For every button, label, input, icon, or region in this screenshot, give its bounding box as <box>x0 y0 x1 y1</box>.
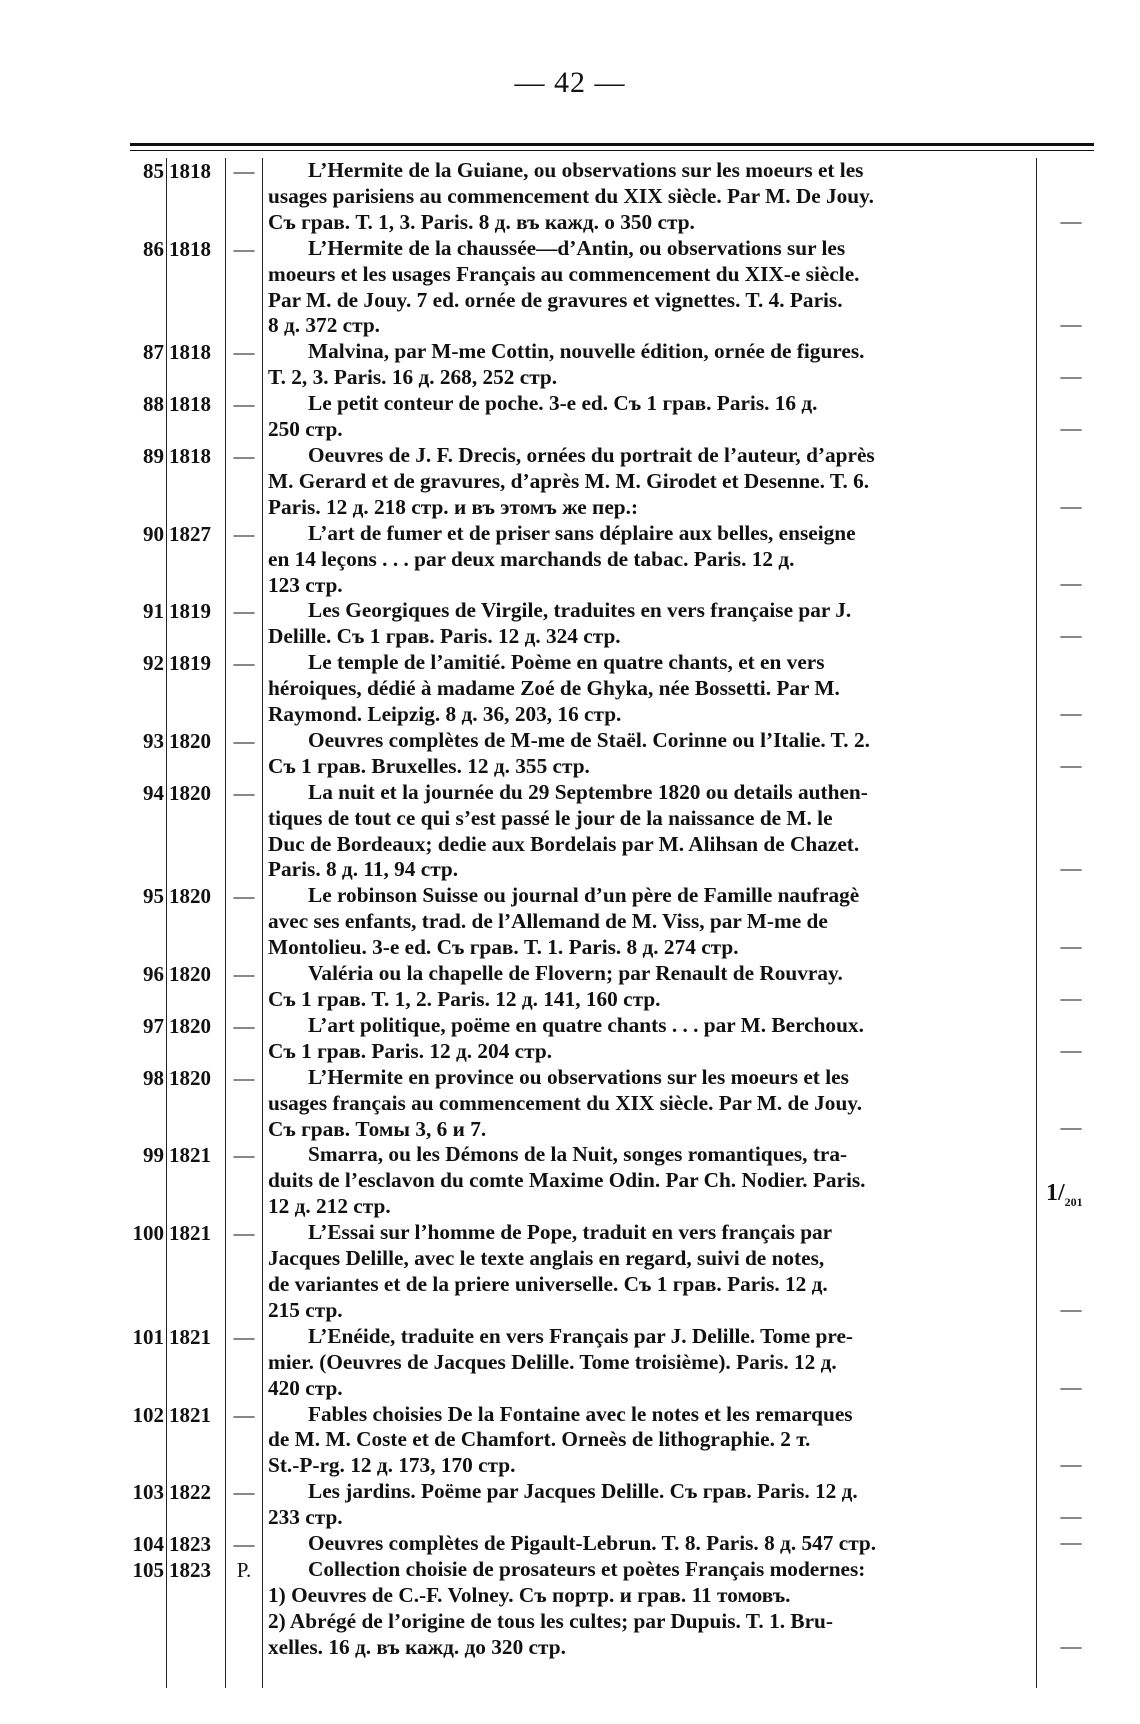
entry-number: 103 <box>132 1480 164 1505</box>
entry-text <box>268 1065 1028 1143</box>
entry-year: 1820 <box>169 1065 211 1090</box>
entry-mark: — <box>233 728 255 753</box>
entry-line: Съ 1 грав. T. 1, 2. Paris. 12 д. 141, 160 стр. <box>268 987 661 1011</box>
entry-line: Par M. de Jouy. 7 ed. ornée de gravures et vignettes. T. 4. Paris. <box>268 287 843 312</box>
catalog-entry <box>0 650 1140 728</box>
entry-number: 97 <box>143 1013 164 1038</box>
entry-right-mark: — <box>1060 856 1082 881</box>
entry-text <box>268 1479 1028 1531</box>
entry-mark: — <box>233 1480 255 1505</box>
entry-line: Les jardins. Poëme par Jacques Delille. Съ грав. Paris. 12 д. <box>308 1479 858 1504</box>
entry-line: xelles. 16 д. въ кажд. до 320 стр. <box>268 1634 566 1659</box>
entry-number: 85 <box>143 159 164 183</box>
entry-line: mier. (Oeuvres de Jacques Delille. Tome troisième). Paris. 12 д. <box>268 1349 837 1374</box>
header-rule-thin <box>130 150 1094 151</box>
header-rule-thick <box>130 143 1094 146</box>
entry-right-mark: — <box>1060 415 1082 440</box>
entry-line: Oeuvres complètes de Pigault-Lebrun. T. 8. Paris. 8 д. 547 стр. <box>308 1531 877 1556</box>
entry-number: 98 <box>143 1065 164 1090</box>
catalog-entry <box>0 339 1140 391</box>
entry-line: avec ses enfants, trad. de l’Allemand de M. Viss, par M-me de <box>268 909 828 934</box>
entry-line: Delille. Съ 1 грав. Paris. 12 д. 324 стр. <box>268 624 621 649</box>
catalog-entry <box>0 1402 1140 1480</box>
entry-text <box>268 391 1028 443</box>
entry-mark: — <box>233 159 255 183</box>
entry-line: duits de l’esclavon du comte Maxime Odin. Par Ch. Nodier. Paris. <box>268 1168 866 1193</box>
entry-line: 123 стр. <box>268 572 343 597</box>
entry-text <box>268 883 1028 961</box>
catalog-entry <box>0 391 1140 443</box>
entry-mark: P. <box>236 1557 252 1582</box>
entry-mark: — <box>233 780 255 805</box>
catalog-entry <box>0 158 1140 236</box>
entry-mark: — <box>233 1013 255 1038</box>
entry-number: 86 <box>143 236 164 261</box>
catalog-entry <box>0 961 1140 1013</box>
entry-line: moeurs et les usages Français au commencement du XIX-e siècle. <box>268 261 860 286</box>
entry-year: 1822 <box>169 1480 211 1505</box>
entry-mark: — <box>233 236 255 261</box>
entry-number: 101 <box>132 1324 164 1349</box>
entry-line: Le petit conteur de poche. 3-e ed. Съ 1 грав. Paris. 16 д. <box>308 391 818 416</box>
entry-year: 1827 <box>169 521 211 546</box>
entry-year: 1820 <box>169 728 211 753</box>
entry-line: Valéria ou la chapelle de Flovern; par Renault de Rouvray. <box>308 961 843 986</box>
entry-right-mark: — <box>1060 1504 1082 1529</box>
entry-line: Le robinson Suisse ou journal d’un père de Famille naufragè <box>308 883 860 908</box>
entry-text <box>268 728 1028 780</box>
entry-line: Oeuvres complètes de M-me de Staël. Corinne ou l’Italie. T. 2. <box>308 727 870 752</box>
entry-mark: — <box>233 599 255 624</box>
entry-right-mark: — <box>1060 700 1082 725</box>
catalog-entry <box>0 1531 1140 1557</box>
entry-text <box>268 650 1028 728</box>
entry-text <box>268 443 1028 521</box>
entry-mark: — <box>233 1532 255 1557</box>
entry-line: de variantes et de la priere universelle. Съ 1 грав. Paris. 12 д. <box>268 1271 828 1296</box>
margin-note-sub: 201 <box>1064 1194 1083 1209</box>
entry-number: 99 <box>143 1143 164 1168</box>
entry-year: 1819 <box>169 599 211 624</box>
entry-number: 100 <box>132 1221 164 1246</box>
entry-year: 1820 <box>169 780 211 805</box>
catalog-entry <box>0 443 1140 521</box>
entry-number: 87 <box>143 340 164 365</box>
entry-text <box>268 1557 1028 1661</box>
page-number: — 42 — <box>514 66 626 99</box>
entry-year: 1821 <box>169 1402 211 1427</box>
entry-year: 1820 <box>169 962 211 987</box>
entry-year: 1818 <box>169 236 211 261</box>
entry-text <box>268 1324 1028 1402</box>
entry-line: Smarra, ou les Démons de la Nuit, songes romantiques, tra- <box>308 1142 848 1167</box>
entry-line: usages français au commencement du XIX siècle. Par M. de Jouy. <box>268 1090 863 1115</box>
entry-number: 88 <box>143 392 164 417</box>
entry-year: 1821 <box>169 1221 211 1246</box>
entry-line: L’Hermite de la chaussée—d’Antin, ou observations sur les <box>308 235 846 260</box>
entry-line: L’art de fumer et de priser sans déplaire aux belles, enseigne <box>308 520 856 545</box>
entry-mark: — <box>233 443 255 468</box>
entry-mark: — <box>233 340 255 365</box>
entry-line: Съ грав. Томы 3, 6 и 7. <box>268 1116 487 1141</box>
entry-text <box>268 339 1028 391</box>
entry-line: 420 стр. <box>268 1375 343 1400</box>
entry-line: L’Hermite en province ou observations sur les moeurs et les <box>308 1064 849 1089</box>
entry-year: 1818 <box>169 159 211 183</box>
entry-line: La nuit et la journée du 29 Septembre 1820 ou details authen- <box>308 779 868 804</box>
catalog-entry <box>0 1065 1140 1143</box>
entry-number: 89 <box>143 443 164 468</box>
entry-line: héroiques, dédié à madame Zoé de Ghyka, née Bossetti. Par M. <box>268 676 840 701</box>
entry-year: 1823 <box>169 1557 211 1582</box>
entry-line: de M. M. Coste et de Chamfort. Orneès de lithographie. 2 т. <box>268 1427 811 1452</box>
entry-right-mark: — <box>1060 1115 1082 1140</box>
entry-number: 94 <box>143 780 164 805</box>
entry-right-mark: — <box>1060 1037 1082 1062</box>
entry-line: L’Hermite de la Guiane, ou observations sur les moeurs et les <box>308 158 864 182</box>
catalog-entry <box>0 728 1140 780</box>
entry-mark: — <box>233 1221 255 1246</box>
entry-line: 12 д. 212 стр. <box>268 1194 391 1219</box>
entry-mark: — <box>233 1324 255 1349</box>
entry-line: Съ грав. Т. 1, 3. Paris. 8 д. въ кажд. о 350 стр. <box>268 209 695 234</box>
entry-text <box>268 521 1028 599</box>
entry-number: 102 <box>132 1402 164 1427</box>
entry-text <box>268 1402 1028 1480</box>
entry-right-mark: — <box>1060 985 1082 1010</box>
entry-year: 1818 <box>169 392 211 417</box>
entry-line: Съ 1 грав. Paris. 12 д. 204 стр. <box>268 1038 553 1063</box>
entry-year: 1819 <box>169 651 211 676</box>
catalog-entry <box>0 1557 1140 1661</box>
catalog-entry <box>0 598 1140 650</box>
catalog-entry <box>0 1479 1140 1531</box>
catalog-entry <box>0 883 1140 961</box>
entry-line: 2) Abrégé de l’origine de tous les cultes; par Dupuis. T. 1. Bru- <box>268 1608 833 1633</box>
entry-mark: — <box>233 962 255 987</box>
entry-line: L’art politique, poëme en quatre chants . . . par M. Berchoux. <box>308 1012 864 1037</box>
entry-right-mark: — <box>1060 934 1082 959</box>
entry-text <box>268 1142 1028 1220</box>
entry-line: St.-P-rg. 12 д. 173, 170 стр. <box>268 1453 516 1478</box>
entry-line: 215 стр. <box>268 1297 343 1322</box>
entry-number: 92 <box>143 651 164 676</box>
entry-right-mark: — <box>1060 571 1082 596</box>
entry-year: 1821 <box>169 1324 211 1349</box>
entry-text <box>268 780 1028 884</box>
entry-line: en 14 leçons . . . par deux marchands de tabac. Paris. 12 д. <box>268 546 795 571</box>
entry-number: 91 <box>143 599 164 624</box>
entry-year: 1823 <box>169 1532 211 1557</box>
entry-right-mark: — <box>1060 364 1082 389</box>
entry-mark: — <box>233 1143 255 1168</box>
entry-line: T. 2, 3. Paris. 16 д. 268, 252 стр. <box>268 365 558 390</box>
entry-line: Jacques Delille, avec le texte anglais en regard, suivi de notes, <box>268 1246 825 1271</box>
entry-year: 1820 <box>169 884 211 909</box>
entry-mark: — <box>233 392 255 417</box>
entry-year: 1820 <box>169 1013 211 1038</box>
entry-number: 96 <box>143 962 164 987</box>
entry-number: 95 <box>143 884 164 909</box>
entry-right-mark: — <box>1060 623 1082 648</box>
entry-text <box>268 1220 1028 1324</box>
entry-right-mark: — <box>1060 752 1082 777</box>
entry-right-mark: — <box>1060 493 1082 518</box>
entry-year: 1818 <box>169 340 211 365</box>
margin-note <box>1046 1180 1083 1210</box>
entry-right-mark: — <box>1060 312 1082 337</box>
entry-line: Съ 1 грав. Bruxelles. 12 д. 355 стр. <box>268 753 590 778</box>
entry-line: 1) Oeuvres de C.-F. Volney. Съ портр. и грав. 11 томовъ. <box>268 1582 791 1607</box>
catalog-entry <box>0 1142 1140 1220</box>
entry-line: 233 стр. <box>268 1505 343 1530</box>
entry-mark: — <box>233 651 255 676</box>
entry-right-mark: — <box>1060 1374 1082 1399</box>
catalog-entry <box>0 1220 1140 1324</box>
entry-year: 1818 <box>169 443 211 468</box>
entry-line: Le temple de l’amitié. Poème en quatre chants, et en vers <box>308 650 825 675</box>
entry-line: L’Enéide, traduite en vers Français par J. Delille. Tome pre- <box>308 1323 854 1348</box>
entry-year: 1821 <box>169 1143 211 1168</box>
entry-right-mark: — <box>1060 1529 1082 1554</box>
entry-line: Montolieu. 3-e ed. Съ грав. T. 1. Paris. 8 д. 274 стр. <box>268 935 739 960</box>
entry-line: Paris. 12 д. 218 стр. и въ этомъ же пер.: <box>268 494 639 519</box>
entry-number: 90 <box>143 521 164 546</box>
entry-line: usages parisiens au commencement du XIX siècle. Par M. De Jouy. <box>268 183 874 208</box>
entry-line: Oeuvres de J. F. Drecis, ornées du portrait de l’auteur, d’après <box>308 442 875 467</box>
entry-number: 105 <box>132 1557 164 1582</box>
catalog-entry <box>0 780 1140 884</box>
margin-note-main: 1/ <box>1046 1180 1065 1206</box>
entry-text <box>268 158 1028 236</box>
entry-mark: — <box>233 521 255 546</box>
entry-line: M. Gerard et de gravures, d’après M. M. Girodet et Desenne. T. 6. <box>268 468 870 493</box>
entry-text <box>268 1013 1028 1065</box>
entry-right-mark: — <box>1060 1633 1082 1658</box>
catalog-entry <box>0 1013 1140 1065</box>
entry-mark: — <box>233 1402 255 1427</box>
entry-line: Fables choisies De la Fontaine avec le notes et les remarques <box>308 1401 853 1426</box>
entry-line: Paris. 8 д. 11, 94 стр. <box>268 857 459 882</box>
entry-number: 93 <box>143 728 164 753</box>
entry-right-mark: — <box>1060 1296 1082 1321</box>
catalog-entry <box>0 1324 1140 1402</box>
entry-line: Duc de Bordeaux; dedie aux Bordelais par M. Alihsan de Chazet. <box>268 831 860 856</box>
catalog-entry <box>0 521 1140 599</box>
entry-line: 8 д. 372 стр. <box>268 313 381 338</box>
entry-text <box>268 961 1028 1013</box>
entry-mark: — <box>233 884 255 909</box>
entry-right-mark: — <box>1060 208 1082 233</box>
entry-number: 104 <box>132 1532 164 1557</box>
entry-line: Malvina, par M-me Cottin, nouvelle édition, ornée de figures. <box>308 339 865 364</box>
catalog-entry <box>0 236 1140 340</box>
entry-text <box>268 598 1028 650</box>
entry-line: L’Essai sur l’homme de Pope, traduit en vers français par <box>308 1220 833 1245</box>
entry-line: Raymond. Leipzig. 8 д. 36, 203, 16 стр. <box>268 702 622 727</box>
entry-text <box>268 1531 1028 1557</box>
entry-line: Les Georgiques de Virgile, traduites en vers française par J. <box>308 598 852 623</box>
entry-text <box>268 236 1028 340</box>
entry-mark: — <box>233 1065 255 1090</box>
entry-line: tiques de tout ce qui s’est passé le jour de la naissance de M. le <box>268 805 833 830</box>
entry-line: Collection choisie de prosateurs et poètes Français modernes: <box>308 1556 866 1581</box>
entry-line: 250 стр. <box>268 417 343 442</box>
entry-right-mark: — <box>1060 1452 1082 1477</box>
catalog-entries <box>0 158 1140 1661</box>
